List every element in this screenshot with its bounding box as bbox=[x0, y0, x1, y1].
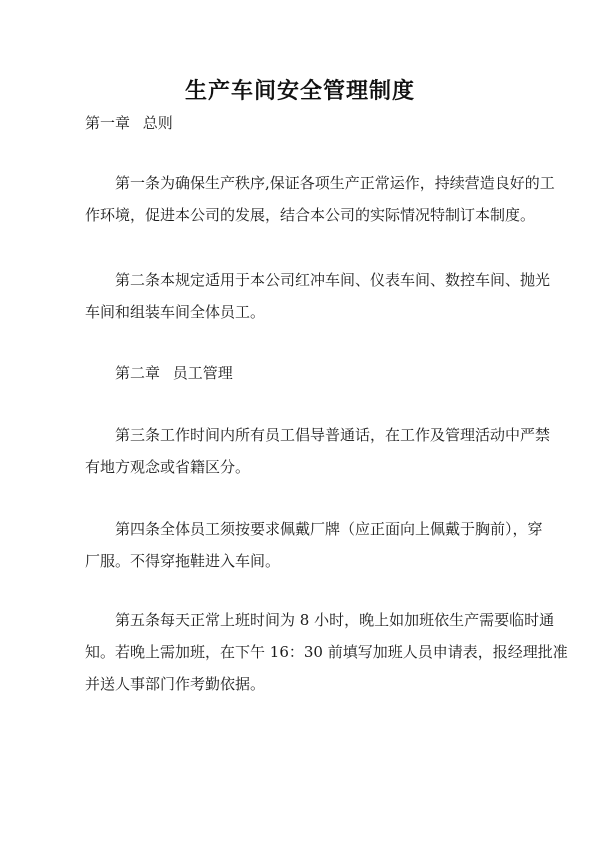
chapter-heading-1 bbox=[85, 112, 173, 134]
article-line: 知。若晚上需加班，在下午 16：30 前填写加班人员申请表，报经理批准 bbox=[85, 643, 568, 661]
article-line: 作环境，促进本公司的发展，结合本公司的实际情况特制订本制度。 bbox=[85, 206, 536, 224]
article-line: 车间和组装车间全体员工。 bbox=[85, 303, 266, 321]
document-title: 生产车间安全管理制度 bbox=[184, 79, 415, 104]
article-line: 厂服。不得穿拖鞋进入车间。 bbox=[85, 552, 281, 570]
article-line: 第二条本规定适用于本公司红冲车间、仪表车间、数控车间、抛光 bbox=[115, 271, 551, 289]
article-line: 第三条工作时间内所有员工倡导普通话，在工作及管理活动中严禁 bbox=[115, 426, 551, 444]
chapter-number: 第一章 bbox=[85, 114, 131, 132]
article-line: 第五条每天正常上班时间为 8 小时，晚上如加班依生产需要临时通 bbox=[115, 611, 555, 629]
article-line: 并送人事部门作考勤依据。 bbox=[85, 675, 266, 693]
chapter-title: 员工管理 bbox=[172, 364, 233, 382]
article-line: 有地方观念或省籍区分。 bbox=[85, 458, 251, 476]
chapter-heading-2 bbox=[115, 362, 233, 384]
article-2 bbox=[85, 264, 551, 328]
article-3 bbox=[85, 419, 551, 483]
chapter-number: 第二章 bbox=[115, 364, 161, 382]
article-4 bbox=[85, 513, 543, 577]
article-line: 第四条全体员工须按要求佩戴厂牌（应正面向上佩戴于胸前），穿 bbox=[115, 520, 543, 538]
article-5 bbox=[85, 604, 568, 700]
article-1 bbox=[85, 167, 555, 231]
article-line: 第一条为确保生产秩序,保证各项生产正常运作，持续营造良好的工 bbox=[115, 174, 555, 192]
chapter-title: 总则 bbox=[142, 114, 173, 132]
